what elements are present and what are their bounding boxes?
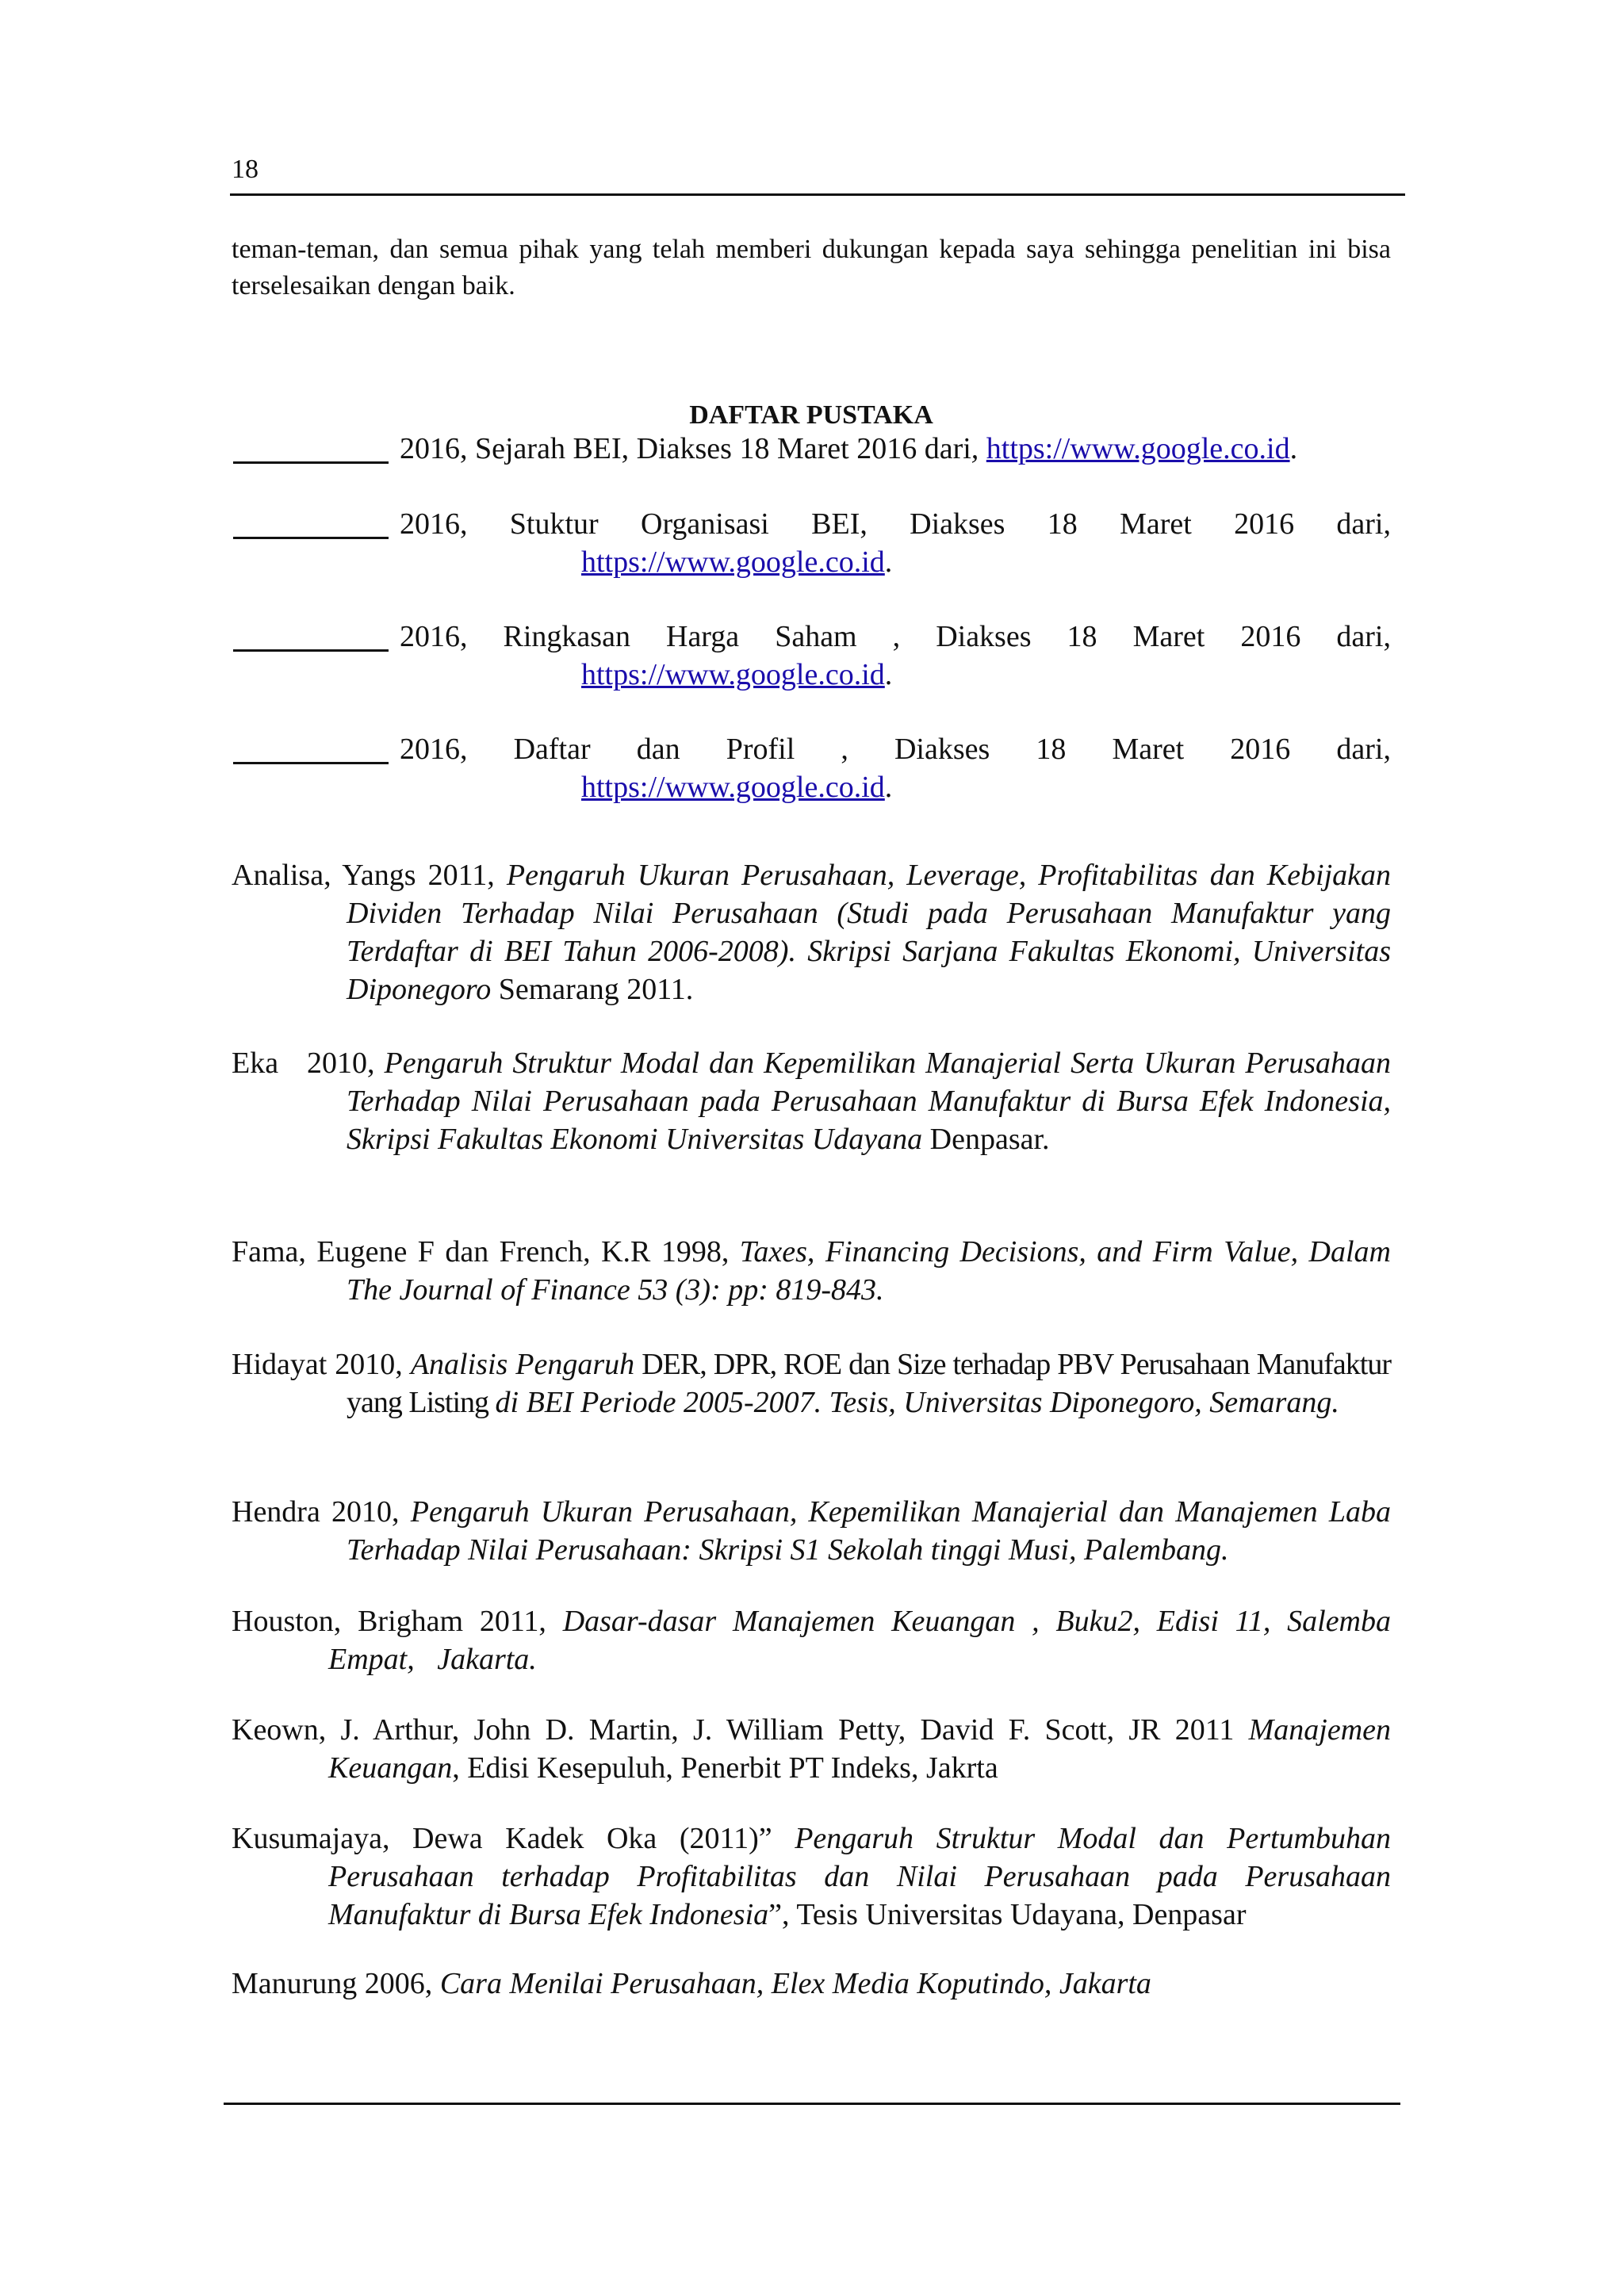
reference-word: BEI, xyxy=(811,507,868,541)
reference-link[interactable]: https://www.google.co.id xyxy=(986,432,1290,465)
reference-author: Hendra 2010, xyxy=(232,1495,411,1529)
reference-entry xyxy=(232,1233,1391,1309)
reference-entry xyxy=(232,856,1391,1008)
reference-author: Houston, Brigham 2011, xyxy=(232,1605,563,1638)
reference-line xyxy=(400,730,1391,768)
reference-word: Maret xyxy=(1112,733,1185,766)
reference-title: Sejarah BEI, Diakses 18 Maret 2016 dari xyxy=(475,432,971,465)
reference-source: DER, DPR, ROE dan Size terhadap PBV Perusahaan Manufaktur yang Listing xyxy=(347,1348,1391,1419)
reference-line xyxy=(400,618,1391,656)
reference-period: . xyxy=(884,545,893,579)
reference-entry xyxy=(232,1965,1391,2003)
reference-title: di BEI Periode 2005-2007. Tesis, Universitas Diponegoro, Semarang. xyxy=(495,1386,1339,1419)
reference-comma: , xyxy=(971,432,979,465)
reference-line xyxy=(400,505,1391,543)
reference-title: Pengaruh Ukuran Perusahaan, Kepemilikan Manajerial dan Manajemen Laba Terhadap Nilai Perusahaan: Skripsi S1 Sekolah tinggi Musi, Palembang. xyxy=(347,1495,1391,1567)
reference-period: . xyxy=(884,658,893,691)
reference-link[interactable]: https://www.google.co.id xyxy=(581,545,885,579)
reference-link[interactable]: https://www.google.co.id xyxy=(581,658,885,691)
reference-year: 2016, xyxy=(400,507,468,541)
reference-entry xyxy=(232,1493,1391,1569)
author-dash xyxy=(233,649,389,652)
reference-word: dari, xyxy=(1336,733,1391,766)
reference-word: 2016 xyxy=(1234,507,1295,541)
reference-author: Analisa, Yangs 2011, xyxy=(232,859,507,892)
reference-title: Pengaruh Struktur Modal dan Kepemilikan Manajerial Serta Ukuran Perusahaan Terhadap Nilai Perusahaan pada Perusahaan Manufaktur di Bursa Efek Indonesia, Skripsi Fakultas Ekonomi Universitas Udayana xyxy=(347,1047,1392,1156)
reference-author: Manurung 2006, xyxy=(232,1967,440,2000)
reference-entry xyxy=(232,1820,1391,1934)
reference-word: dan xyxy=(636,733,680,766)
reference-year: 2016, xyxy=(400,620,468,653)
reference-source: Semarang 2011. xyxy=(491,973,694,1006)
reference-word: Maret xyxy=(1132,620,1205,653)
reference-author: Hidayat 2010, xyxy=(232,1348,411,1381)
reference-word: 18 xyxy=(1067,620,1097,653)
reference-url-line xyxy=(581,768,892,806)
header-rule xyxy=(230,193,1405,196)
reference-word: Profil xyxy=(726,733,795,766)
reference-year: 2016, xyxy=(400,733,468,766)
reference-word: Ringkasan xyxy=(503,620,630,653)
reference-word: dari, xyxy=(1336,620,1391,653)
page-number: 18 xyxy=(232,155,259,184)
reference-entry xyxy=(232,1602,1399,1678)
reference-word: 2016 xyxy=(1230,733,1291,766)
reference-source: , Edisi Kesepuluh, Penerbit PT Indeks, Jakrta xyxy=(452,1751,998,1785)
reference-title: Taxes, Financing Decisions, and Firm Value, Dalam The Journal of Finance 53 (3): pp: 819-843. xyxy=(347,1235,1391,1307)
reference-word: Maret xyxy=(1120,507,1192,541)
reference-word: Stuktur xyxy=(509,507,599,541)
intro-paragraph: teman-teman, dan semua pihak yang telah memberi dukungan kepada saya sehingga penelitian ini bisa terselesaikan dengan baik. xyxy=(232,235,1391,300)
reference-title: Pengaruh Struktur Modal dan Pertumbuhan Perusahaan terhadap Profitabilitas dan Nilai Perusahaan pada Perusahaan Manufaktur di Bursa Efek Indonesia xyxy=(328,1822,1391,1931)
reference-entry xyxy=(232,1345,1391,1422)
reference-author: Kusumajaya, Dewa Kadek Oka (2011)” xyxy=(232,1822,795,1855)
reference-url-line xyxy=(581,543,892,581)
reference-period: . xyxy=(1289,432,1298,465)
reference-word: Diakses xyxy=(910,507,1005,541)
footer-rule xyxy=(224,2103,1400,2105)
reference-title: Dasar-dasar Manajemen Keuangan , Buku2, Edisi 11, Salemba Empat, Jakarta. xyxy=(328,1605,1399,1676)
author-dash xyxy=(233,537,389,539)
reference-title: Analisis Pengaruh xyxy=(410,1348,635,1381)
reference-line xyxy=(400,430,1391,468)
reference-word: dari, xyxy=(1336,507,1391,541)
reference-word: , xyxy=(892,620,901,653)
reference-entry xyxy=(232,1044,1391,1158)
reference-period: . xyxy=(884,771,893,804)
reference-source: ”, Tesis Universitas Udayana, Denpasar xyxy=(768,1898,1247,1931)
reference-word: 18 xyxy=(1047,507,1078,541)
section-heading: DAFTAR PUSTAKA xyxy=(689,400,933,430)
reference-word: Diakses xyxy=(936,620,1032,653)
reference-source: Denpasar. xyxy=(922,1123,1050,1156)
reference-word: Diakses xyxy=(894,733,990,766)
author-dash xyxy=(233,762,389,764)
reference-author: Fama, Eugene F dan French, K.R 1998, xyxy=(232,1235,740,1269)
author-dash xyxy=(233,461,389,464)
reference-word: Harga xyxy=(666,620,740,653)
reference-author: Keown, J. Arthur, John D. Martin, J. William Petty, David F. Scott, JR 2011 xyxy=(232,1713,1249,1747)
reference-title: Cara Menilai Perusahaan, Elex Media Koputindo, Jakarta xyxy=(439,1967,1151,2000)
reference-title: Manajemen Keuangan xyxy=(328,1713,1391,1785)
reference-word: Saham xyxy=(775,620,857,653)
reference-word: 18 xyxy=(1036,733,1067,766)
reference-word: Organisasi xyxy=(641,507,769,541)
reference-title: Pengaruh Ukuran Perusahaan, Leverage, Profitabilitas dan Kebijakan Dividen Terhadap Nilai Perusahaan (Studi pada Perusahaan Manufaktur yang Terdaftar di BEI Tahun 2006-2008). Skripsi Sarjana Fakultas Ekonomi, Universitas Diponegoro xyxy=(347,859,1391,1006)
reference-year: 2016, xyxy=(400,432,468,465)
reference-link[interactable]: https://www.google.co.id xyxy=(581,771,885,804)
reference-author: Eka 2010, xyxy=(232,1047,385,1080)
reference-word: , xyxy=(841,733,848,766)
reference-url-line xyxy=(581,656,892,694)
reference-word: Daftar xyxy=(513,733,591,766)
reference-word: 2016 xyxy=(1240,620,1301,653)
reference-entry xyxy=(232,1711,1391,1787)
